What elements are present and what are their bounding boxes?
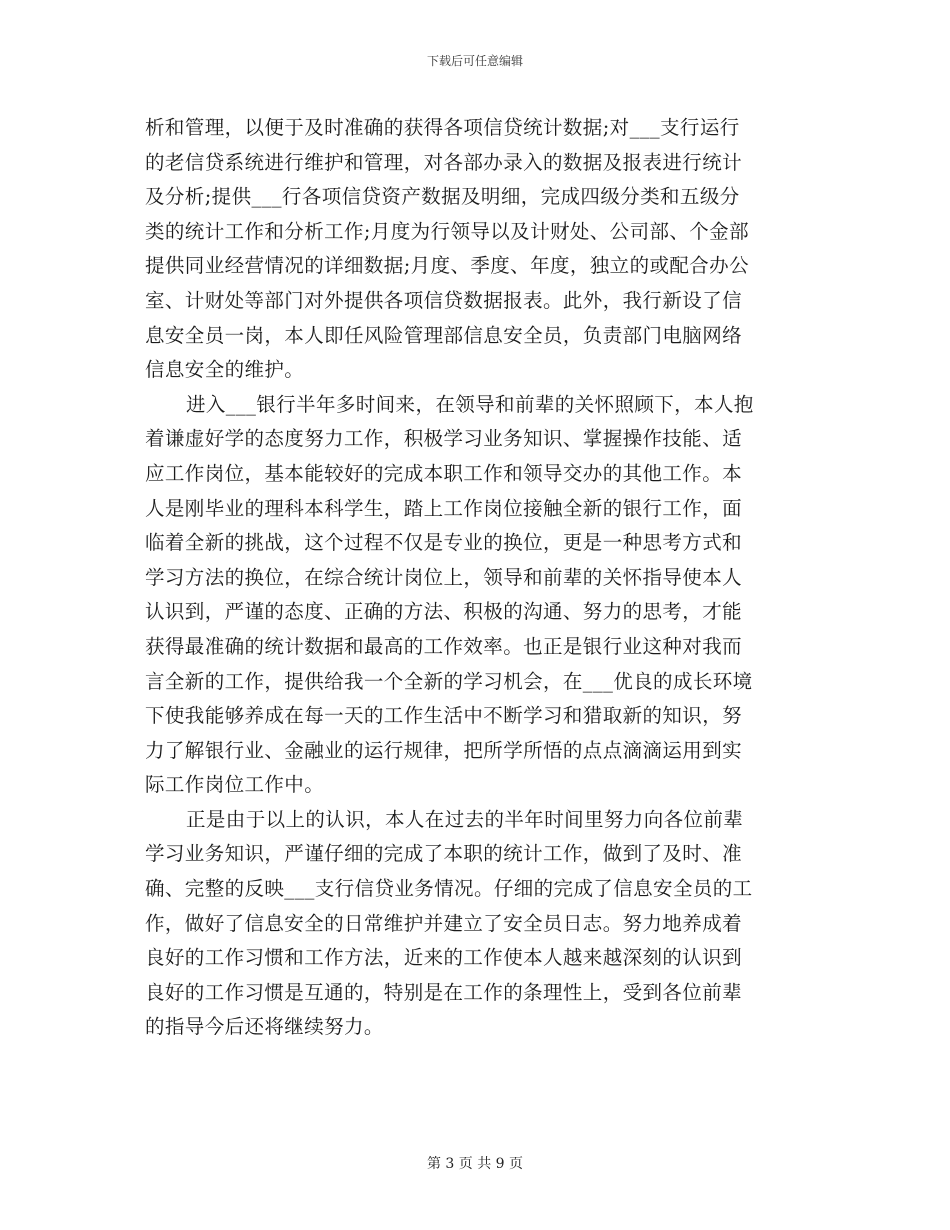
text-line: 学习业务知识，严谨仔细的完成了本职的统计工作，做到了及时、准	[145, 842, 743, 866]
text-line: 析和管理，以便于及时准确的获得各项信贷统计数据;对___支行运行	[145, 116, 740, 139]
text-line: 下使我能够养成在每一天的工作生活中不断学习和猎取新的知识，努	[145, 704, 743, 728]
paragraph-3	[145, 803, 810, 1045]
document-body	[145, 111, 810, 1045]
text-line: 人是刚毕业的理科本科学生，踏上工作岗位接触全新的银行工作，面	[145, 496, 743, 520]
text-line: 学习方法的换位，在综合统计岗位上，领导和前辈的关怀指导使本人	[145, 565, 743, 589]
text-line: 言全新的工作，提供给我一个全新的学习机会，在___优良的成长环境	[145, 669, 753, 693]
paragraph-1	[145, 111, 810, 388]
text-line: 临着全新的挑战，这个过程不仅是专业的换位，更是一种思考方式和	[145, 531, 743, 555]
text-line: 及分析;提供___行各项信贷资产数据及明细，完成四级分类和五级分	[145, 185, 740, 209]
text-line: 信息安全的维护。	[145, 358, 305, 382]
text-line: 作，做好了信息安全的日常维护并建立了安全员日志。努力地养成着	[145, 911, 743, 935]
text-line: 应工作岗位，基本能较好的完成本职工作和领导交办的其他工作。本	[145, 461, 743, 485]
text-line: 良好的工作习惯和工作方法，近来的工作使本人越来越深刻的认识到	[145, 946, 743, 970]
page-header: 下载后可任意编辑	[426, 54, 523, 68]
text-line: 获得最准确的统计数据和最高的工作效率。也正是银行业这种对我而	[145, 634, 743, 658]
text-line: 确、完整的反映___支行信贷业务情况。仔细的完成了信息安全员的工	[145, 877, 753, 901]
text-line: 进入___银行半年多时间来，在领导和前辈的关怀照顾下，本人抱	[186, 392, 754, 416]
text-line: 正是由于以上的认识，本人在过去的半年时间里努力向各位前辈	[186, 807, 744, 831]
paragraph-2	[145, 388, 810, 803]
page-number: 第 3 页 共 9 页	[426, 1156, 524, 1172]
text-line: 力了解银行业、金融业的运行规律，把所学所悟的点点滴滴运用到实	[145, 738, 743, 762]
text-line: 室、计财处等部门对外提供各项信贷数据报表。此外，我行新设了信	[145, 288, 743, 312]
text-line: 良好的工作习惯是互通的，特别是在工作的条理性上，受到各位前辈	[145, 980, 743, 1004]
text-line: 的指导今后还将继续努力。	[145, 1015, 384, 1039]
text-line: 际工作岗位工作中。	[145, 773, 325, 797]
text-line: 认识到，严谨的态度、正确的方法、积极的沟通、努力的思考，才能	[145, 600, 743, 624]
text-line: 类的统计工作和分析工作;月度为行领导以及计财处、公司部、个金部	[145, 219, 749, 243]
text-line: 的老信贷系统进行维护和管理，对各部办录入的数据及报表进行统计	[145, 150, 743, 174]
text-line: 息安全员一岗，本人即任风险管理部信息安全员，负责部门电脑网络	[145, 323, 743, 347]
text-line: 提供同业经营情况的详细数据;月度、季度、年度，独立的或配合办公	[145, 254, 749, 278]
text-line: 着谦虚好学的态度努力工作，积极学习业务知识、掌握操作技能、适	[145, 427, 743, 451]
